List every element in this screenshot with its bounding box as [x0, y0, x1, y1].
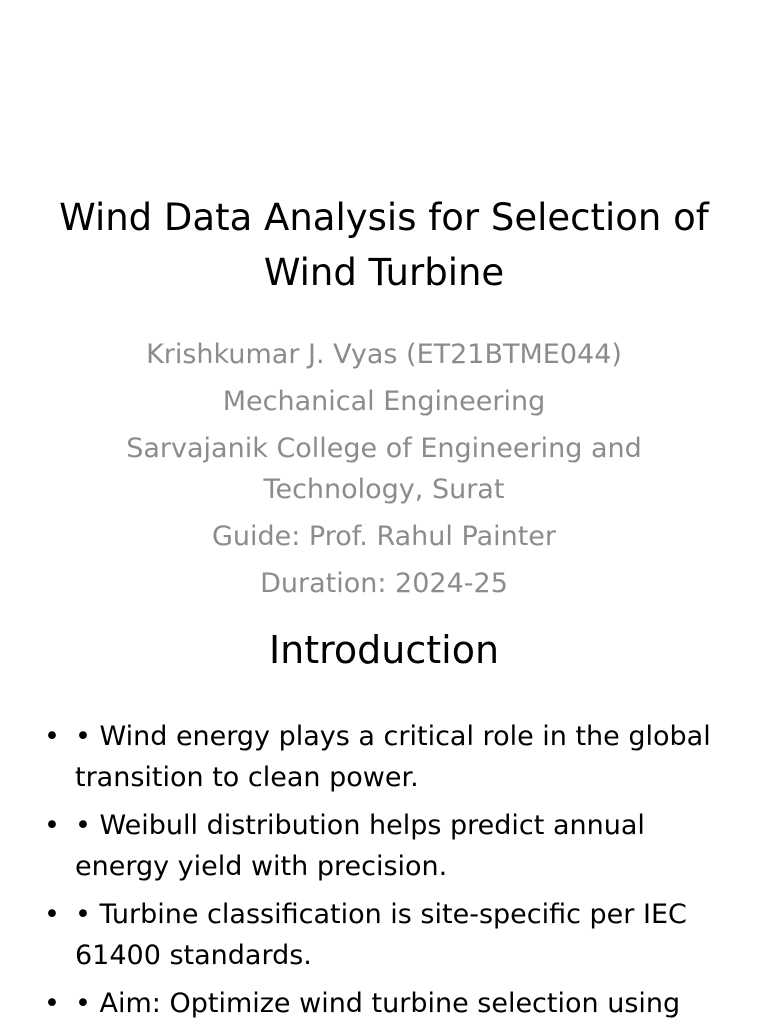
bullet-marker: •: [44, 721, 60, 752]
bullet-item: [0, 805, 768, 887]
bullet-marker: •: [44, 899, 60, 930]
bullet-text: • Wind energy plays a critical role in the global transition to clean power.: [75, 721, 711, 793]
department-line: Mechanical Engineering: [222, 386, 546, 417]
duration-line: Duration: 2024-25: [260, 568, 508, 599]
bullet-text: • Weibull distribution helps predict annual energy yield with precision.: [75, 810, 645, 882]
bullet-list: [0, 716, 768, 1031]
bullet-marker: •: [44, 988, 60, 1019]
slide-subtitle: [60, 334, 708, 610]
bullet-marker: •: [44, 810, 60, 841]
bullet-item: [0, 716, 768, 798]
bullet-text: • Aim: Optimize wind turbine selection using: [75, 988, 681, 1019]
bullet-item: [0, 894, 768, 976]
slide-title: Wind Data Analysis for Selection of Wind Turbine: [59, 196, 709, 294]
guide-line: Guide: Prof. Rahul Painter: [211, 521, 557, 552]
college-line: Sarvajanik College of Engineering and Technology, Surat: [126, 433, 642, 505]
bullet-text: • Turbine classification is site-specific per IEC 61400 standards.: [75, 899, 687, 971]
bullet-item: [0, 983, 768, 1024]
slide-heading: Introduction: [268, 628, 500, 672]
introduction-slide: [0, 582, 768, 1024]
author-line: Krishkumar J. Vyas (ET21BTME044): [146, 339, 622, 370]
